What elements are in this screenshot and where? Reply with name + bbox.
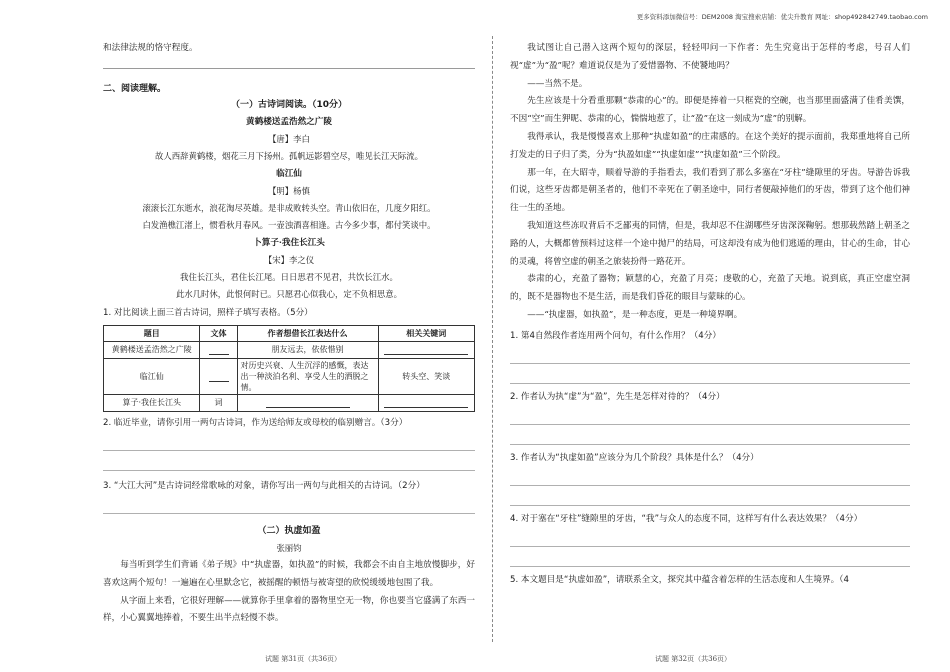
table-cell-blank[interactable] <box>200 358 237 394</box>
table-row <box>104 394 475 411</box>
part2-heading: （二）执虚如盈 <box>257 525 321 536</box>
table-cell-blank[interactable] <box>200 341 237 358</box>
article-paragraph: 我试图让自己潜入这两个短句的深层，轻轻叩问一下作者：先生究竟出于怎样的考虑，号召人们视“虚”为“盈”呢？难道说仅是为了爱惜器物、不使饕地吗？ <box>510 43 910 71</box>
poem-title: 卜算子·我住长江头 <box>253 237 325 248</box>
poem-author: 【宋】李之仪 <box>263 254 315 265</box>
answer-line[interactable] <box>510 466 910 486</box>
article-paragraph: 我知道这些冻叹背后不乏鄙夷的同情，但是，我却忍不住湖哪些牙齿深深鞠躬。想那载然踏上朝圣之路的人，大概都曾预料过这样一个途中抛尸的结局，可这却没有成为他们逃遁的理由，甘心的生命，甘心的灵魂，将曾空虚的朝圣之旅装扮得一路花开。 <box>510 220 910 267</box>
table-header-row <box>104 325 475 341</box>
poem-line: 此水几时休，此恨何时已。只愿君心似我心，定不负相思意。 <box>175 289 403 300</box>
table-cell: 词 <box>200 394 237 411</box>
table-header-cell: 作者想借长江表达什么 <box>237 325 378 341</box>
article-paragraph: ——“执虚器，如执盈”，是一种态度，更是一种境界啊。 <box>527 309 743 320</box>
article-paragraph: 从字面上来看，它很好理解——就算你手里拿着的器物里空无一物，你也要当它盛满了东西一样，小心翼翼地捧着，不要生出半点轻慢不恭。 <box>103 595 475 624</box>
poem-author: 【明】杨慎 <box>268 185 310 196</box>
poem-title: 黄鹤楼送孟浩然之广陵 <box>246 117 332 127</box>
article-paragraph: 恭肃的心，充盈了器物；颖慧的心，充盈了月亮；虔敬的心，充盈了天地。说到底，真正空虚空洞的，既不是器物也不是生活，而是我们昏花的眼目与蒙昧的心。 <box>510 274 910 303</box>
table-cell: 算子·我住长江头 <box>104 394 200 411</box>
reading-question-5: 5. 本文题目是“执虚如盈”，请联系全文，探究其中蕴含着怎样的生活态度和人生境界。（4 <box>510 574 849 585</box>
table-row <box>104 358 475 394</box>
poem-author: 【唐】李白 <box>268 134 310 144</box>
part1-heading: （一）古诗词阅读。（10分） <box>230 100 348 110</box>
answer-line[interactable] <box>510 405 910 425</box>
answer-line[interactable] <box>103 431 475 451</box>
reading-question-2: 2. 作者认为执“虚”为“盈”，先生是怎样对待的？（4分） <box>510 391 725 402</box>
fill-blank[interactable] <box>384 344 468 355</box>
answer-line[interactable] <box>103 494 475 514</box>
page-footer-right: 试题 第32页（共36页） <box>655 655 732 663</box>
table-cell-blank[interactable] <box>378 341 474 358</box>
fill-blank[interactable] <box>209 371 229 382</box>
section2-heading: 二、阅读理解。 <box>103 84 167 94</box>
poem-line: 白发渔樵江渚上，惯看秋月春风。一壶浊酒喜相逢。古今多少事，都付笑谈中。 <box>142 220 436 231</box>
poem-3 <box>103 235 475 304</box>
poem-title: 临江仙 <box>276 168 302 179</box>
table-header-cell: 文体 <box>200 325 237 341</box>
reading-question-4: 4. 对于塞在“牙柱”缝隙里的牙齿，“我”与众人的态度不同，这样写有什么表达效果？（4分） <box>510 513 863 524</box>
question-1: 1. 对比阅读上面三首古诗词，照样子填写表格。（5分） <box>103 307 313 318</box>
comparison-table <box>103 325 475 412</box>
answer-line[interactable] <box>103 451 475 471</box>
answer-line[interactable] <box>510 344 910 364</box>
table-header-cell: 题目 <box>104 325 200 341</box>
table-cell: 临江仙 <box>104 358 200 394</box>
intro-line: 和法律法规的恪守程度。 <box>103 43 198 53</box>
question-3: 3. “大江大河”是古诗词经常歌咏的对象，请你写出一两句与此相关的古诗词。（2分） <box>103 480 425 491</box>
answer-line[interactable] <box>510 547 910 567</box>
section-separator <box>103 68 475 69</box>
reading-question-1: 1. 第4自然段作者连用两个问句，有什么作用？（4分） <box>510 330 721 341</box>
article-paragraph: 我得承认，我是慢慢喜欢上那种“执虚如盈”的庄肃感的。在这个美好的提示面前，我郑重地将自己所打发走的日子归了类，分为“执盈如虚”“执虚如虚”“执虚如盈”三个阶段。 <box>510 131 910 160</box>
reading-question-3: 3. 作者认为“执虚如盈”应该分为几个阶段？具体是什么？（4分） <box>510 452 759 463</box>
poem-line: 我住长江头，君住长江尾。日日思君不见君，共饮长江水。 <box>180 271 398 282</box>
fill-blank[interactable] <box>266 397 350 408</box>
table-cell: 朋友远去，依依惜别 <box>237 341 378 358</box>
answer-line[interactable] <box>510 527 910 547</box>
question-2: 2. 临近毕业，请你引用一两句古诗词，作为送给师友或母校的临别赠言。（3分） <box>103 417 408 428</box>
article-paragraph: ——当然不是。 <box>527 78 588 89</box>
right-column <box>510 40 910 648</box>
article-paragraph: 那一年，在大昭寺，顺着导游的手指看去，我们看到了那么多塞在“牙柱”缝隙里的牙齿。导游告诉我们说，这些牙齿都是朝圣者的，他们不幸死在了朝圣途中，同行者便敲掉他们的牙齿，带到了这个他们神往一生的圣地。 <box>510 167 910 214</box>
table-cell: 对历史兴衰、人生沉浮的感慨，表达出一种淡泊名利、享受人生的洒脱之情。 <box>237 358 378 394</box>
table-cell-blank[interactable] <box>378 394 474 411</box>
article-paragraph: 先生应该是十分看重那颗“恭肃的心”的。即便是捧着一只框瓷的空碗，也当那里面盛满了佳肴美馔，不因“空”而生狎昵、恭肃的心，惴惴地惹了，让“盈”在这一刻成为“虚”的别解。 <box>510 96 910 125</box>
fill-blank[interactable] <box>384 397 468 408</box>
header-note: 更多资料添加微信号：DEM2008 淘宝搜索店铺：优尖升教育 网址：shop492842749.taobao.com <box>636 13 928 21</box>
table-row <box>104 341 475 358</box>
answer-line[interactable] <box>510 486 910 506</box>
page-footer-left: 试题 第31页（共36页） <box>265 655 342 663</box>
table-cell-blank[interactable] <box>237 394 378 411</box>
article-paragraph: 每当听到学生们背诵《弟子规》中“执虚器，如执盈”的时候，我都会不由自主地放慢脚步，好喜欢这两个短句！一遍遍在心里默念它，被摇醒的顿悟与被寄望的欣悦缓缓地包围了我。 <box>103 559 475 588</box>
fill-blank[interactable] <box>209 344 229 355</box>
poem-line: 故人西辞黄鹤楼，烟花三月下扬州。孤帆远影碧空尽，唯见长江天际流。 <box>155 151 423 161</box>
article-author: 张丽钧 <box>276 542 302 553</box>
answer-line[interactable] <box>510 364 910 384</box>
table-cell: 黄鹤楼送孟浩然之广陵 <box>104 341 200 358</box>
left-column <box>103 40 475 648</box>
answer-line[interactable] <box>510 425 910 445</box>
poem-line: 滚滚长江东逝水，浪花淘尽英雄。是非成败转头空。青山依旧在，几度夕阳红。 <box>142 202 436 213</box>
table-header-cell: 相关关键词 <box>378 325 474 341</box>
column-divider <box>492 36 493 642</box>
table-cell: 转头空、笑谈 <box>378 358 474 394</box>
poem-1 <box>103 114 475 166</box>
poem-2 <box>103 166 475 235</box>
